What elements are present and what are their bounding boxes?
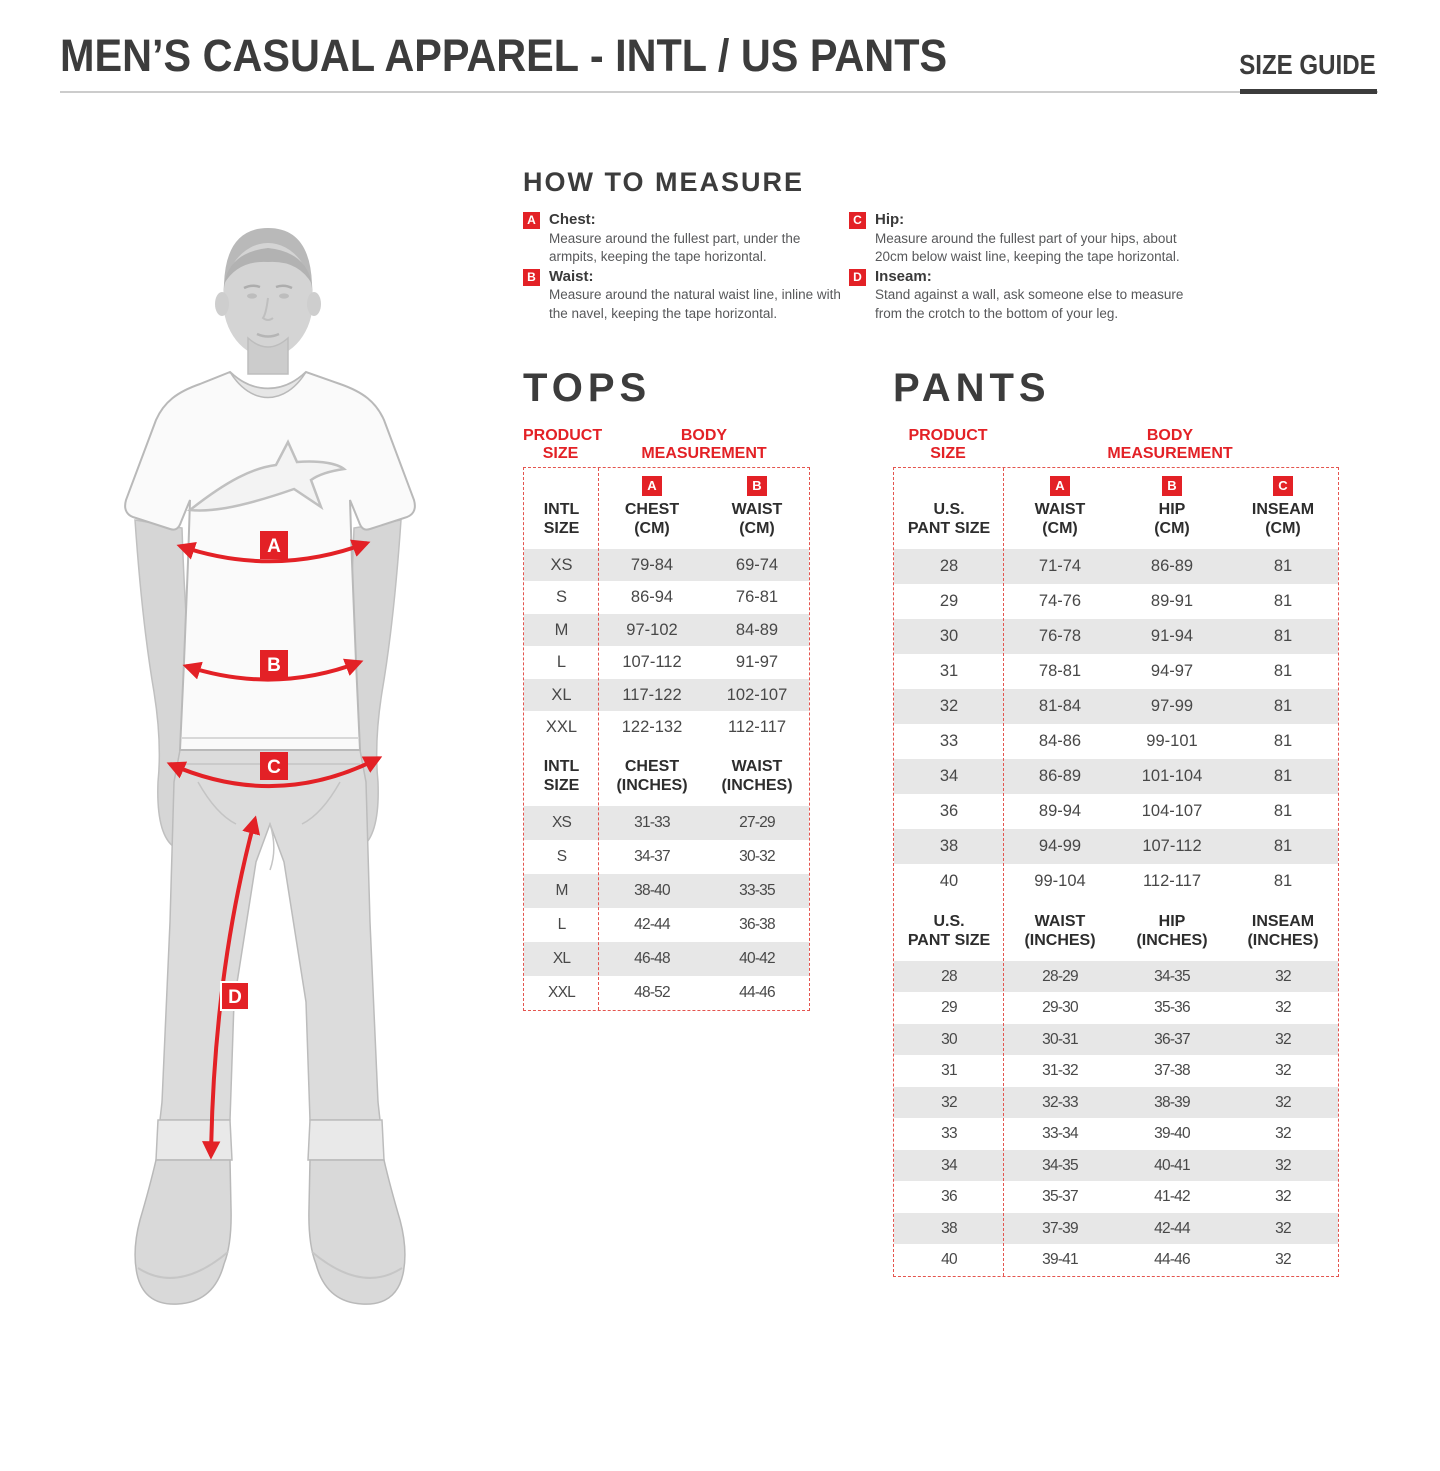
table-row <box>894 1150 1338 1182</box>
pants-inch-header <box>894 899 1338 961</box>
pants-section <box>893 366 1339 1277</box>
table-row <box>894 619 1338 654</box>
hip-cell: 89-91 <box>1150 591 1194 610</box>
chest-cell: 122-132 <box>621 718 683 736</box>
waist-cell: 40-42 <box>739 949 775 967</box>
tops-inch-header <box>524 744 809 806</box>
table-row <box>894 794 1338 829</box>
hip-cell: 35-36 <box>1154 999 1190 1016</box>
measure-item-text: Measure around the natural waist line, inline with the navel, keeping the tape horizontal. <box>549 287 841 321</box>
table-row <box>524 976 809 1010</box>
product-size-label: PRODUCT SIZE <box>523 427 603 462</box>
measure-item-label: Hip: <box>875 211 905 228</box>
waist-cell: 81-84 <box>1038 696 1082 715</box>
header-cell-us-pant-size: U.S. PANT SIZE <box>907 501 991 537</box>
tops-column-labels <box>523 427 810 465</box>
size-cell: 32 <box>941 1093 957 1111</box>
table-row <box>524 840 809 874</box>
inseam-label-letter: D <box>228 987 242 1008</box>
waist-cell: 30-32 <box>739 847 775 865</box>
inseam-cell: 32 <box>1275 967 1291 985</box>
table-row <box>524 679 809 712</box>
waist-cell: 91-97 <box>735 653 779 671</box>
hip-cell: 37-38 <box>1154 1062 1190 1079</box>
table-row <box>894 1055 1338 1087</box>
hip-cell: 94-97 <box>1150 661 1194 680</box>
hip-cell: 99-101 <box>1146 731 1198 750</box>
inseam-column-badge: C <box>1273 476 1293 496</box>
size-cell: M <box>554 620 569 639</box>
measure-item-inseam <box>849 268 1201 324</box>
size-cell: 34 <box>939 766 959 785</box>
size-cell: 28 <box>941 967 957 985</box>
inseam-cell: 81 <box>1273 871 1293 890</box>
product-size-label: PRODUCT SIZE <box>908 427 988 462</box>
size-cell: XXL <box>548 983 575 1001</box>
inseam-cell: 32 <box>1275 1156 1291 1174</box>
waist-cell: 39-41 <box>1042 1251 1078 1268</box>
header-cell-waist-cm: B WAIST (CM) <box>731 478 783 537</box>
size-cell: XS <box>551 813 572 831</box>
size-cell: XL <box>552 949 571 967</box>
size-cell: 29 <box>939 591 959 610</box>
hip-cell: 42-44 <box>1154 1219 1190 1237</box>
waist-cell: 102-107 <box>726 685 788 704</box>
hip-cell: 36-37 <box>1154 1030 1190 1048</box>
size-cell: L <box>557 915 566 933</box>
hip-badge: C <box>849 212 866 229</box>
waist-cell: 28-29 <box>1042 967 1078 985</box>
size-cell: XL <box>551 685 572 704</box>
chest-cell: 97-102 <box>626 620 678 639</box>
table-column-divider <box>598 468 599 1010</box>
inseam-cell: 32 <box>1275 999 1291 1016</box>
pants-inch-rows <box>894 961 1338 1276</box>
waist-cell: 94-99 <box>1038 836 1082 855</box>
size-guide-label: SIZE GUIDE <box>1239 49 1376 80</box>
size-cell: 33 <box>939 731 959 750</box>
inseam-cell: 81 <box>1273 661 1293 680</box>
size-cell: 31 <box>941 1062 957 1079</box>
table-row <box>524 942 809 976</box>
hip-cell: 107-112 <box>1142 836 1202 855</box>
size-cell: XS <box>550 555 573 574</box>
size-cell: 31 <box>939 661 959 680</box>
table-row <box>524 581 809 614</box>
hip-cell: 40-41 <box>1154 1156 1190 1174</box>
table-row <box>894 1181 1338 1213</box>
body-measurement-label: BODY MEASUREMENT <box>1107 427 1233 462</box>
chest-badge: A <box>523 212 540 229</box>
hip-cell: 39-40 <box>1154 1125 1190 1142</box>
header-cell-intl-size: INTL SIZE <box>543 501 580 537</box>
waist-cell: 35-37 <box>1042 1188 1078 1205</box>
chest-cell: 34-37 <box>634 847 670 865</box>
table-row <box>524 908 809 942</box>
waist-cell: 84-86 <box>1038 731 1082 750</box>
table-row <box>894 864 1338 899</box>
inseam-cell: 32 <box>1275 1125 1291 1142</box>
inseam-badge: D <box>849 269 866 286</box>
table-row <box>524 874 809 908</box>
waist-cell: 33-34 <box>1042 1125 1078 1142</box>
measure-item-waist <box>523 268 845 324</box>
waist-cell: 89-94 <box>1038 801 1082 820</box>
table-column-divider <box>1003 468 1004 1276</box>
measure-item-chest <box>523 211 845 267</box>
size-cell: 30 <box>939 626 959 645</box>
waist-cell: 69-74 <box>735 555 779 574</box>
inseam-cell: 32 <box>1275 1251 1291 1268</box>
table-row <box>894 1213 1338 1245</box>
table-row <box>524 806 809 840</box>
table-row <box>894 1118 1338 1150</box>
inseam-cell: 32 <box>1275 1062 1291 1079</box>
waist-cell: 44-46 <box>739 983 775 1001</box>
measure-item-label: Chest: <box>549 211 596 228</box>
header-cell-hip-inches: HIP (INCHES) <box>1136 913 1208 949</box>
header-divider-accent <box>1240 89 1377 94</box>
table-row <box>894 759 1338 794</box>
how-to-measure-right-column <box>849 211 1201 324</box>
chest-label-letter: A <box>267 536 281 557</box>
table-row <box>894 961 1338 993</box>
page-title: MEN’S CASUAL APPAREL - INTL / US PANTS <box>60 30 948 81</box>
waist-cell: 33-35 <box>739 881 775 899</box>
pants-title: PANTS <box>893 366 1051 410</box>
waist-label-letter: B <box>267 655 281 676</box>
inseam-cell: 81 <box>1273 801 1293 820</box>
size-cell: 36 <box>941 1188 957 1205</box>
how-to-measure-section <box>523 167 1223 324</box>
waist-cell: 112-117 <box>727 718 787 736</box>
table-row <box>894 689 1338 724</box>
hip-cell: 112-117 <box>1142 871 1202 890</box>
waist-cell: 29-30 <box>1042 999 1078 1016</box>
table-row <box>524 614 809 647</box>
inseam-cell: 81 <box>1273 591 1293 610</box>
table-row <box>894 654 1338 689</box>
header-cell-waist-inches: WAIST (INCHES) <box>1024 913 1096 949</box>
header-cell-intl-size: INTL SIZE <box>543 758 580 794</box>
waist-cell: 37-39 <box>1042 1219 1078 1237</box>
header-cell-inseam-inches: INSEAM (INCHES) <box>1247 913 1319 949</box>
table-row <box>524 549 809 582</box>
measure-item-hip <box>849 211 1201 267</box>
measure-item-text: Measure around the fullest part of your hips, about 20cm below waist line, keeping the tape horizontal. <box>875 230 1180 265</box>
table-row <box>894 1244 1338 1276</box>
chest-cell: 117-122 <box>622 685 682 704</box>
chest-cell: 31-33 <box>634 813 670 831</box>
size-cell: S <box>556 847 567 865</box>
hip-cell: 101-104 <box>1141 766 1203 785</box>
chest-cell: 46-48 <box>634 949 670 967</box>
inseam-cell: 32 <box>1275 1188 1291 1205</box>
size-cell: S <box>555 588 567 606</box>
measure-item-label: Inseam: <box>875 267 932 285</box>
male-figure-illustration <box>78 222 498 1317</box>
header-cell-waist-cm: A WAIST (CM) <box>1034 478 1086 537</box>
waist-cell: 99-104 <box>1034 871 1086 890</box>
how-to-measure-title: HOW TO MEASURE <box>523 167 805 197</box>
table-row <box>524 711 809 744</box>
waist-badge: B <box>523 269 540 286</box>
waist-cell: 31-32 <box>1042 1062 1078 1079</box>
inseam-cell: 32 <box>1275 1219 1291 1237</box>
inseam-cell: 81 <box>1273 766 1293 785</box>
chest-cell: 42-44 <box>634 915 670 933</box>
tops-inch-rows <box>524 806 809 1010</box>
inseam-cell: 32 <box>1275 1093 1291 1111</box>
chest-cell: 79-84 <box>630 555 674 574</box>
waist-cell: 27-29 <box>739 813 775 831</box>
pants-table <box>893 467 1339 1277</box>
waist-cell: 32-33 <box>1042 1093 1078 1111</box>
chest-column-badge: A <box>642 476 662 496</box>
size-cell: 30 <box>941 1030 957 1048</box>
header-divider <box>60 91 1378 93</box>
waist-cell: 84-89 <box>735 620 779 639</box>
size-cell: 38 <box>939 836 959 855</box>
size-cell: 33 <box>941 1125 957 1142</box>
waist-cell: 71-74 <box>1038 556 1082 575</box>
waist-cell: 36-38 <box>739 915 775 933</box>
size-cell: 40 <box>941 1251 957 1268</box>
hip-cell: 86-89 <box>1150 556 1194 575</box>
measurement-figure <box>78 222 498 1317</box>
waist-cell: 76-78 <box>1038 626 1082 645</box>
tops-table <box>523 467 810 1011</box>
size-cell: 40 <box>939 871 959 890</box>
table-row <box>894 992 1338 1024</box>
tops-cm-header <box>524 468 809 549</box>
size-cell: 32 <box>939 696 959 715</box>
table-row <box>894 829 1338 864</box>
inseam-cell: 81 <box>1273 731 1293 750</box>
chest-cell: 48-52 <box>634 983 670 1001</box>
hip-cell: 44-46 <box>1154 1251 1190 1268</box>
size-cell: M <box>555 881 568 899</box>
table-row <box>524 646 809 679</box>
inseam-cell: 81 <box>1273 696 1293 715</box>
tops-cm-rows <box>524 549 809 744</box>
table-row <box>894 724 1338 759</box>
chest-cell: 107-112 <box>622 653 682 671</box>
hip-cell: 91-94 <box>1150 626 1194 645</box>
size-cell: XXL <box>545 718 578 736</box>
measure-item-label: Waist: <box>549 267 594 285</box>
body-measurement-label: BODY MEASUREMENT <box>641 427 767 462</box>
size-cell: 29 <box>941 999 957 1016</box>
tops-title: TOPS <box>523 366 652 410</box>
size-cell: 38 <box>941 1219 957 1237</box>
waist-column-badge: B <box>747 476 767 496</box>
header-cell-waist-inches: WAIST (INCHES) <box>721 758 793 794</box>
chest-cell: 38-40 <box>634 881 670 899</box>
hip-label-letter: C <box>267 757 281 778</box>
inseam-cell: 81 <box>1273 556 1293 575</box>
header-cell-inseam-cm: C INSEAM (CM) <box>1251 478 1315 537</box>
measure-item-text: Stand against a wall, ask someone else to measure from the crotch to the bottom of your leg. <box>875 287 1184 321</box>
size-cell: 34 <box>941 1156 957 1174</box>
header-cell-chest-cm: A CHEST (CM) <box>624 478 680 537</box>
hip-cell: 34-35 <box>1154 967 1190 985</box>
hip-cell: 97-99 <box>1150 696 1194 715</box>
header-cell-chest-inches: CHEST (INCHES) <box>616 758 688 794</box>
table-row <box>894 1024 1338 1056</box>
hip-cell: 38-39 <box>1154 1093 1190 1111</box>
measure-item-text: Measure around the fullest part, under the armpits, keeping the tape horizontal. <box>549 230 801 265</box>
size-cell: 28 <box>939 556 959 575</box>
table-row <box>894 549 1338 584</box>
inseam-cell: 81 <box>1273 836 1293 855</box>
hip-cell: 104-107 <box>1141 801 1203 820</box>
waist-cell: 86-89 <box>1038 766 1082 785</box>
header-cell-us-pant-size: U.S. PANT SIZE <box>907 913 991 949</box>
hip-cell: 41-42 <box>1154 1188 1190 1205</box>
header-cell-hip-cm: B HIP (CM) <box>1154 478 1190 537</box>
waist-column-badge: A <box>1050 476 1070 496</box>
waist-cell: 74-76 <box>1038 591 1082 610</box>
size-cell: 36 <box>939 801 959 820</box>
pants-cm-header <box>894 468 1338 549</box>
inseam-cell: 32 <box>1275 1030 1291 1048</box>
chest-cell: 86-94 <box>630 588 674 606</box>
inseam-cell: 81 <box>1273 626 1293 645</box>
table-row <box>894 1087 1338 1119</box>
pants-column-labels <box>893 427 1339 465</box>
table-row <box>894 584 1338 619</box>
size-cell: L <box>556 653 567 671</box>
hip-column-badge: B <box>1162 476 1182 496</box>
waist-cell: 78-81 <box>1038 661 1082 680</box>
pants-cm-rows <box>894 549 1338 899</box>
tops-section <box>523 366 810 1011</box>
waist-cell: 76-81 <box>735 588 779 606</box>
how-to-measure-left-column <box>523 211 845 324</box>
waist-cell: 34-35 <box>1042 1156 1078 1174</box>
waist-cell: 30-31 <box>1042 1030 1078 1048</box>
